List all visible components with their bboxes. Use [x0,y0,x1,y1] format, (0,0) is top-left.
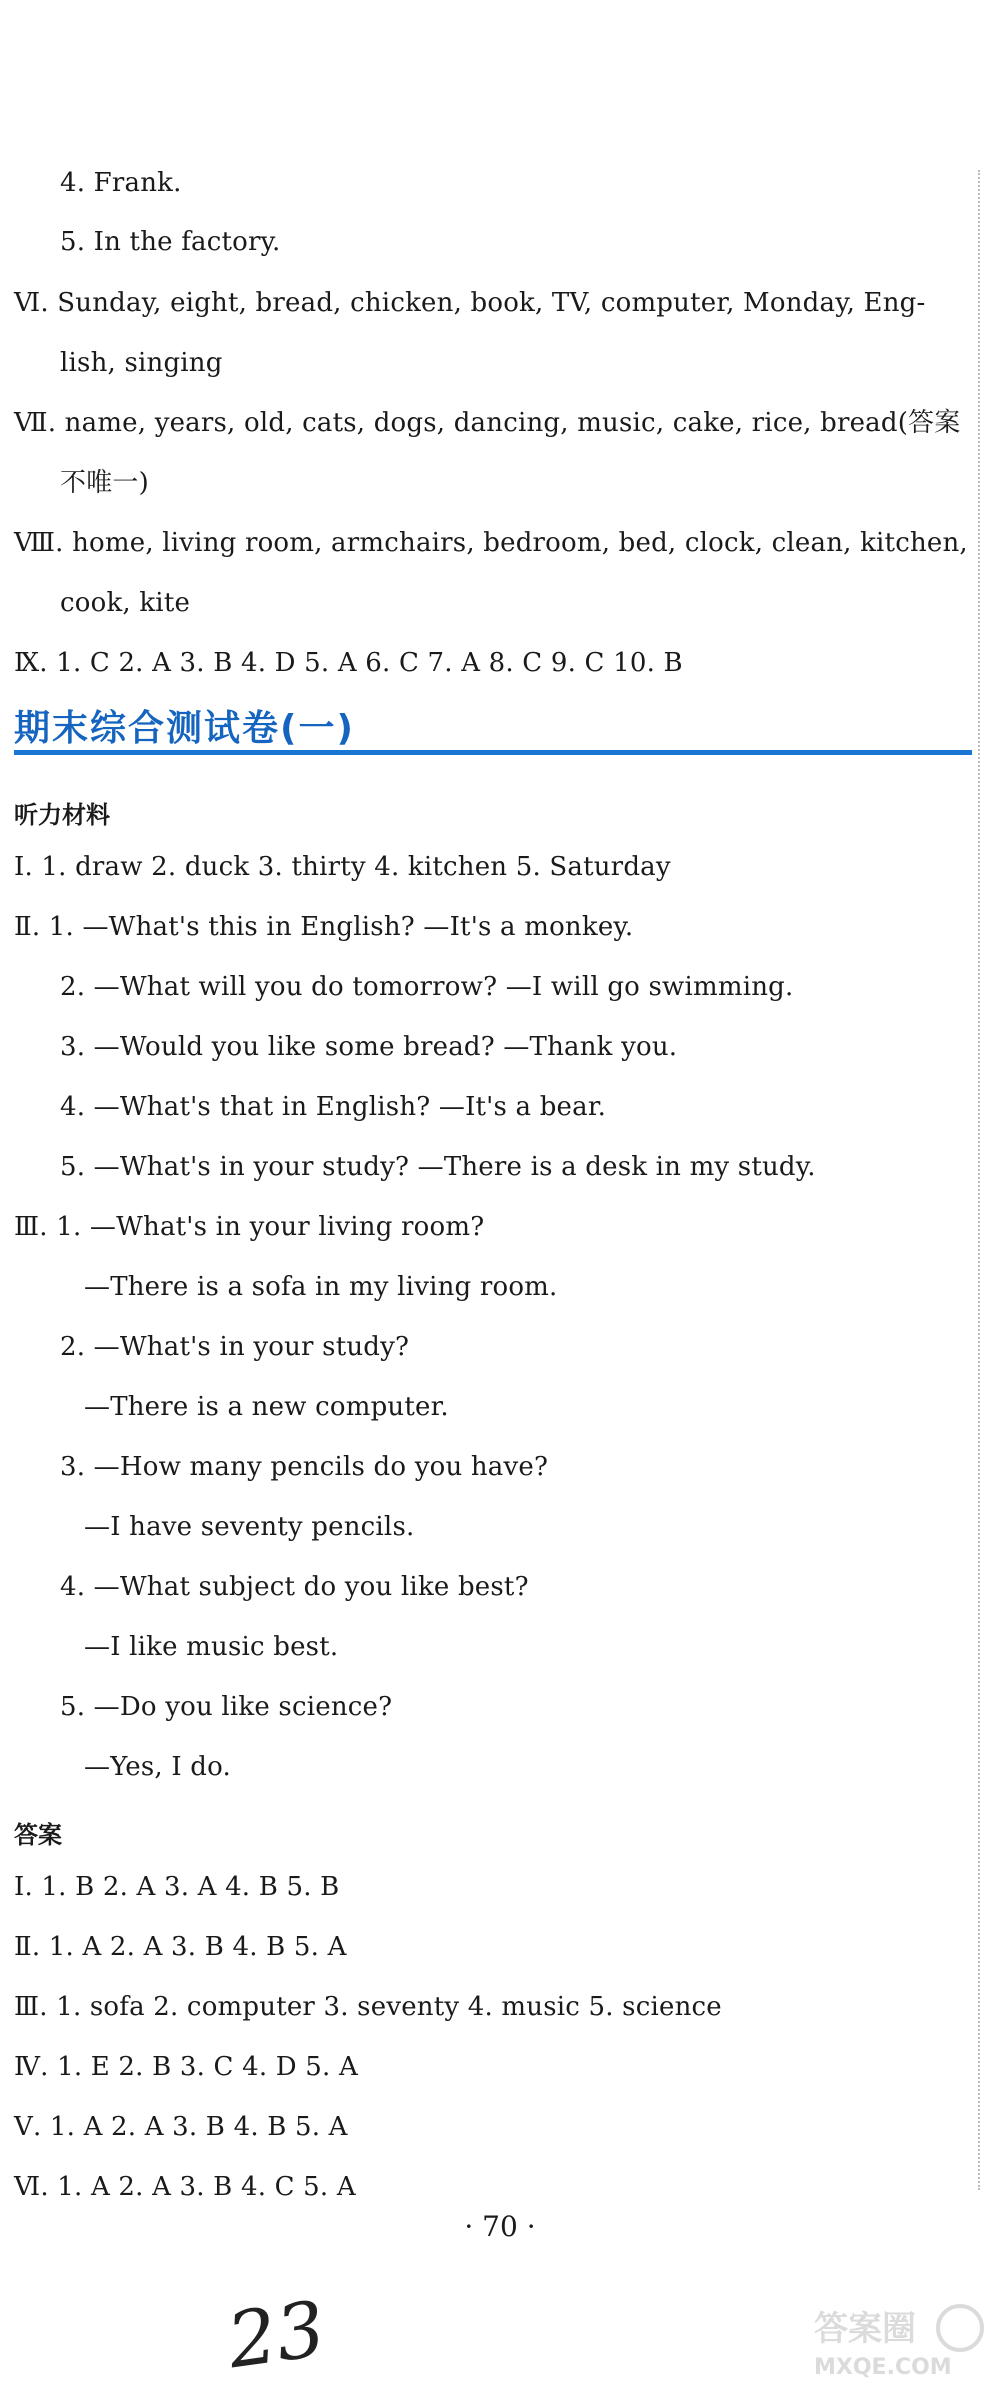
answer-line: Ⅸ. 1. C 2. A 3. B 4. D 5. A 6. C 7. A 8. C 9. C 10. B [14,648,683,678]
watermark-text: MXQE.COM [814,2355,952,2380]
handwritten-note: 23 [222,2283,331,2386]
page-number: · 70 · [464,2210,536,2243]
answer-line: Ⅵ. 1. A 2. A 3. B 4. C 5. A [14,2172,356,2202]
svg-text:答案圈: 答案圈 [814,2309,916,2349]
listening-line: 3. —Would you like some bread? —Thank you. [60,1032,678,1062]
listening-line: 5. —What's in your study? —There is a desk in my study. [60,1152,816,1182]
watermark-logo [810,2300,990,2380]
listening-line: Ⅲ. 1. —What's in your living room? [14,1212,485,1242]
section-title: 期末综合测试卷(一) [14,708,355,749]
listening-line: 2. —What will you do tomorrow? —I will go swimming. [60,972,794,1002]
answer-line: Ⅴ. 1. A 2. A 3. B 4. B 5. A [14,2112,348,2142]
answer-line: lish, singing [60,348,223,378]
answer-line: 5. In the factory. [60,227,281,257]
answer-line: Ⅰ. 1. B 2. A 3. A 4. B 5. B [14,1872,340,1902]
listening-line: —There is a new computer. [84,1392,449,1422]
answers-label: 答案 [14,1821,62,1849]
answer-line: 不唯一) [60,468,149,498]
listening-line: 3. —How many pencils do you have? [60,1452,549,1482]
listening-line: —There is a sofa in my living room. [84,1272,558,1302]
listening-line: Ⅱ. 1. —What's this in English? —It's a monkey. [14,912,634,942]
listening-line: —I have seventy pencils. [84,1512,415,1542]
answer-line: Ⅱ. 1. A 2. A 3. B 4. B 5. A [14,1932,347,1962]
listening-material-label: 听力材料 [14,801,110,829]
margin-divider [978,170,980,2190]
listening-line: —I like music best. [84,1632,339,1662]
listening-line: Ⅰ. 1. draw 2. duck 3. thirty 4. kitchen 5. Saturday [14,852,671,882]
title-underline [14,750,972,755]
listening-line: 4. —What subject do you like best? [60,1572,529,1602]
listening-line: —Yes, I do. [84,1752,232,1782]
answer-line: Ⅵ. Sunday, eight, bread, chicken, book, TV, computer, Monday, Eng- [14,288,926,318]
answer-line: cook, kite [60,588,191,618]
answer-line: 4. Frank. [60,168,182,198]
answer-line: Ⅷ. home, living room, armchairs, bedroom, bed, clock, clean, kitchen, [14,528,968,558]
answer-line: Ⅲ. 1. sofa 2. computer 3. seventy 4. music 5. science [14,1992,722,2022]
answer-line: Ⅶ. name, years, old, cats, dogs, dancing, music, cake, rice, bread(答案 [14,408,961,438]
answer-line: Ⅳ. 1. E 2. B 3. C 4. D 5. A [14,2052,358,2082]
listening-line: 2. —What's in your study? [60,1332,410,1362]
listening-line: 4. —What's that in English? —It's a bear. [60,1092,607,1122]
listening-line: 5. —Do you like science? [60,1692,393,1722]
